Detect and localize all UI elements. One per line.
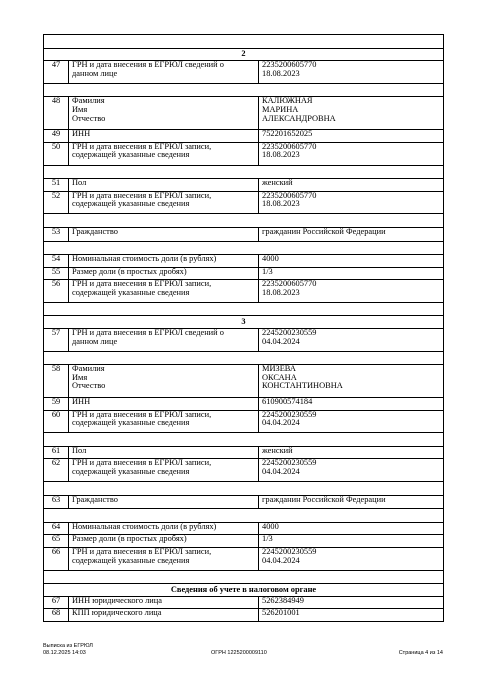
table-row — [44, 547, 444, 570]
field-value — [259, 459, 444, 482]
field-label-line: Отчество — [72, 381, 106, 391]
table-row — [44, 609, 444, 622]
field-value — [259, 410, 444, 433]
field-value-line: 526201001 — [262, 608, 300, 618]
table-row — [44, 459, 444, 482]
field-value-line: 610900574184 — [262, 397, 313, 407]
spacer-cell — [44, 570, 444, 584]
field-label-line: содержащей указанные сведения — [72, 199, 190, 209]
field-value — [259, 495, 444, 509]
row-number: 56 — [44, 280, 69, 303]
field-value-line: 04.04.2024 — [262, 467, 300, 477]
row-number: 48 — [44, 97, 69, 130]
field-value — [259, 522, 444, 534]
field-label — [69, 142, 259, 165]
row-number: 66 — [44, 547, 69, 570]
row-number: 62 — [44, 459, 69, 482]
table-row — [44, 227, 444, 241]
field-value — [259, 227, 444, 241]
egrul-table — [43, 34, 444, 622]
field-label-line: Размер доли (в простых дробях) — [72, 267, 187, 276]
field-value-line: 2235200605770 — [262, 191, 317, 200]
field-label-line: ИНН — [72, 129, 91, 139]
field-value-line: 18.08.2023 — [262, 287, 300, 297]
field-value-line: 2235200605770 — [262, 142, 317, 151]
field-label — [69, 609, 259, 622]
field-value-line: 18.08.2023 — [262, 150, 300, 160]
row-number: 65 — [44, 535, 69, 547]
field-value-line: 752201652025 — [262, 129, 313, 139]
spacer-row — [44, 433, 444, 447]
table-row — [44, 365, 444, 398]
spacer-row — [44, 509, 444, 523]
field-value-line: 5262384949 — [262, 596, 304, 605]
spacer-cell — [44, 165, 444, 179]
field-value-line: 04.04.2024 — [262, 418, 300, 428]
field-value — [259, 328, 444, 351]
table-row — [44, 535, 444, 547]
spacer-cell — [44, 214, 444, 228]
field-label — [69, 459, 259, 482]
row-number: 49 — [44, 130, 69, 142]
field-label-line: данном лице — [72, 68, 118, 78]
table-row — [44, 97, 444, 130]
row-number: 57 — [44, 328, 69, 351]
row-number: 47 — [44, 61, 69, 84]
footer-left — [43, 643, 93, 656]
field-value — [259, 398, 444, 410]
field-value-line: 1/3 — [262, 534, 273, 544]
field-value — [259, 609, 444, 622]
table-row — [44, 410, 444, 433]
spacer-cell — [44, 241, 444, 255]
section-header-row — [44, 48, 444, 60]
section-header-row — [44, 316, 444, 328]
section-header: 3 — [44, 316, 444, 328]
section-header: Сведения об учете в налоговом органе — [44, 584, 444, 596]
field-value-line: АЛЕКСАНДРОВНА — [262, 113, 336, 123]
field-value-line: 18.08.2023 — [262, 68, 300, 78]
field-value-line: 4000 — [262, 522, 279, 531]
field-label-line: Номинальная стоимость доли (в рублях) — [72, 522, 217, 531]
field-value — [259, 547, 444, 570]
field-label-line: Пол — [72, 446, 87, 455]
field-label-line: ИНН — [72, 397, 91, 407]
field-label-line: ГРН и дата внесения в ЕГРЮЛ записи, — [72, 547, 212, 556]
spacer-cell — [44, 83, 444, 97]
field-label — [69, 130, 259, 142]
table-row — [44, 398, 444, 410]
field-label — [69, 365, 259, 398]
field-label-line: Имя — [72, 372, 88, 382]
spacer-cell — [44, 509, 444, 523]
field-value — [259, 130, 444, 142]
field-value — [259, 61, 444, 84]
field-label — [69, 179, 259, 191]
row-number: 58 — [44, 365, 69, 398]
field-value-line: 2245200230559 — [262, 458, 317, 468]
spacer-row — [44, 35, 444, 49]
field-label — [69, 446, 259, 458]
field-label — [69, 255, 259, 267]
row-number: 52 — [44, 191, 69, 214]
field-value — [259, 446, 444, 458]
field-label — [69, 596, 259, 608]
field-value — [259, 97, 444, 130]
field-label — [69, 410, 259, 433]
field-label-line: Фамилия — [72, 364, 105, 374]
spacer-row — [44, 482, 444, 496]
field-label-line: ГРН и дата внесения в ЕГРЮЛ записи, — [72, 458, 212, 468]
table-row — [44, 179, 444, 191]
field-value-line: ОКСАНА — [262, 372, 297, 382]
field-value — [259, 596, 444, 608]
field-label-line: ГРН и дата внесения в ЕГРЮЛ сведений о — [72, 60, 224, 70]
field-label — [69, 328, 259, 351]
field-value-line: 4000 — [262, 254, 279, 264]
spacer-cell — [44, 351, 444, 365]
egrul-table-body — [44, 35, 444, 622]
field-label-line: Фамилия — [72, 96, 105, 106]
field-value-line: 2245200230559 — [262, 547, 317, 556]
row-number: 60 — [44, 410, 69, 433]
field-label-line: Номинальная стоимость доли (в рублях) — [72, 254, 217, 264]
row-number: 59 — [44, 398, 69, 410]
field-label-line: содержащей указанные сведения — [72, 555, 190, 565]
field-value-line: МИЗЕВА — [262, 364, 296, 374]
row-number: 68 — [44, 609, 69, 622]
row-number: 67 — [44, 596, 69, 608]
field-label-line: содержащей указанные сведения — [72, 150, 190, 160]
table-row — [44, 142, 444, 165]
field-label-line: Имя — [72, 105, 88, 114]
spacer-row — [44, 214, 444, 228]
section-header: 2 — [44, 48, 444, 60]
table-row — [44, 328, 444, 351]
field-value — [259, 267, 444, 279]
field-value-line: 2235200605770 — [262, 279, 317, 289]
field-label-line: ГРН и дата внесения в ЕГРЮЛ записи, — [72, 410, 212, 419]
field-value-line: 2245200230559 — [262, 410, 317, 419]
spacer-row — [44, 302, 444, 316]
field-label — [69, 191, 259, 214]
field-label-line: Размер доли (в простых дробях) — [72, 534, 187, 544]
field-label-line: ГРН и дата внесения в ЕГРЮЛ записи, — [72, 142, 212, 151]
spacer-row — [44, 83, 444, 97]
footer-doc-title: Выписка из ЕГРЮЛ — [43, 643, 93, 649]
field-value-line: 2235200605770 — [262, 60, 317, 70]
field-value — [259, 255, 444, 267]
row-number: 50 — [44, 142, 69, 165]
field-label — [69, 97, 259, 130]
field-label-line: ГРН и дата внесения в ЕГРЮЛ сведений о — [72, 328, 224, 337]
row-number: 55 — [44, 267, 69, 279]
footer-timestamp: 08.12.2025 14:03 — [43, 649, 86, 656]
spacer-cell — [44, 482, 444, 496]
field-label — [69, 280, 259, 303]
row-number: 53 — [44, 227, 69, 241]
field-value — [259, 280, 444, 303]
section-header-row — [44, 584, 444, 596]
spacer-cell — [44, 433, 444, 447]
field-label-line: Пол — [72, 178, 87, 188]
table-row — [44, 130, 444, 142]
row-number: 54 — [44, 255, 69, 267]
field-label-line: ИНН юридического лица — [72, 596, 162, 605]
table-row — [44, 446, 444, 458]
field-value — [259, 191, 444, 214]
field-value — [259, 142, 444, 165]
field-value-line: МАРИНА — [262, 105, 299, 114]
field-label — [69, 267, 259, 279]
field-value-line: 04.04.2024 — [262, 336, 300, 346]
spacer-row — [44, 241, 444, 255]
field-label-line: данном лице — [72, 336, 118, 346]
field-label — [69, 535, 259, 547]
field-label-line: содержащей указанные сведения — [72, 467, 190, 477]
row-number: 51 — [44, 179, 69, 191]
table-row — [44, 596, 444, 608]
spacer-row — [44, 351, 444, 365]
field-label-line: Отчество — [72, 113, 106, 123]
field-label-line: ГРН и дата внесения в ЕГРЮЛ записи, — [72, 191, 212, 200]
row-number: 64 — [44, 522, 69, 534]
spacer-row — [44, 570, 444, 584]
field-label-line: Гражданство — [72, 495, 118, 504]
field-value — [259, 179, 444, 191]
field-label-line: содержащей указанные сведения — [72, 287, 190, 297]
row-number: 61 — [44, 446, 69, 458]
field-label-line: Гражданство — [72, 227, 118, 236]
field-label — [69, 61, 259, 84]
field-value-line: 18.08.2023 — [262, 199, 300, 209]
field-label-line: КПП юридического лица — [72, 608, 162, 618]
table-row — [44, 191, 444, 214]
field-label-line: ГРН и дата внесения в ЕГРЮЛ записи, — [72, 279, 212, 289]
table-row — [44, 280, 444, 303]
field-label — [69, 398, 259, 410]
field-value — [259, 535, 444, 547]
field-value-line: женский — [262, 446, 293, 455]
spacer-cell — [44, 302, 444, 316]
table-row — [44, 495, 444, 509]
field-value-line: гражданин Российской Федерации — [262, 227, 386, 236]
table-row — [44, 522, 444, 534]
field-value-line: женский — [262, 178, 293, 188]
footer-page-number: Страница 4 из 14 — [398, 650, 443, 656]
field-value-line: КАЛЮЖНАЯ — [262, 96, 313, 106]
field-value-line: 1/3 — [262, 267, 273, 276]
row-number: 63 — [44, 495, 69, 509]
table-row — [44, 255, 444, 267]
field-label-line: содержащей указанные сведения — [72, 418, 190, 428]
table-row — [44, 267, 444, 279]
field-label — [69, 522, 259, 534]
field-value-line: 04.04.2024 — [262, 555, 300, 565]
spacer-row — [44, 165, 444, 179]
field-value-line: КОНСТАНТИНОВНА — [262, 381, 343, 391]
footer-ogrn: ОГРН 1225200009110 — [211, 650, 267, 656]
field-value-line: гражданин Российской Федерации — [262, 495, 386, 504]
table-row — [44, 61, 444, 84]
field-value — [259, 365, 444, 398]
spacer-cell — [44, 35, 444, 49]
field-label — [69, 227, 259, 241]
field-label — [69, 547, 259, 570]
field-value-line: 2245200230559 — [262, 328, 317, 337]
field-label — [69, 495, 259, 509]
